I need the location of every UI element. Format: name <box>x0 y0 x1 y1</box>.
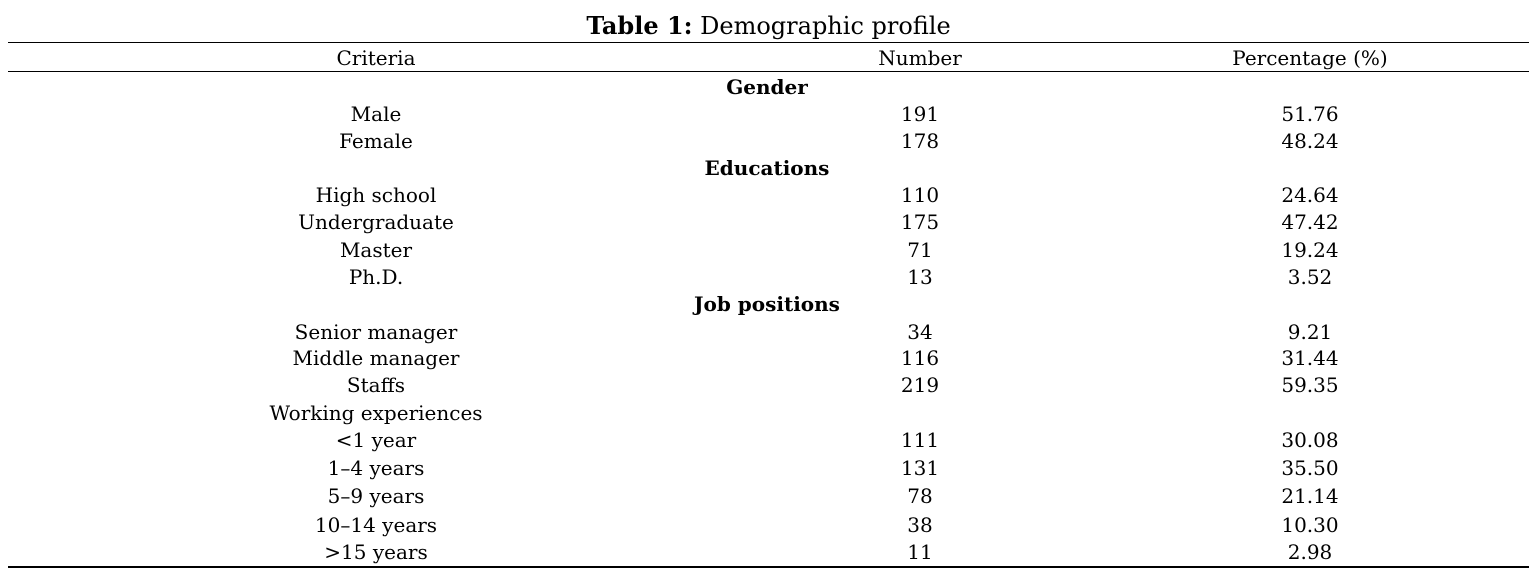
percentage-cell: 35.50 <box>1281 456 1339 480</box>
bottom-rule <box>8 566 1529 568</box>
table-caption <box>0 10 1537 42</box>
percentage-cell: 21.14 <box>1281 484 1339 508</box>
percentage-cell: 24.64 <box>1281 183 1339 207</box>
caption-label: Table 1: <box>586 11 693 40</box>
percentage-cell: 51.76 <box>1281 102 1339 126</box>
percentage-cell: 2.98 <box>1287 540 1333 564</box>
table-row <box>0 539 1537 565</box>
section-heading: Working experiences <box>269 401 483 425</box>
header-rule <box>8 71 1529 72</box>
caption-title: Demographic profile <box>692 12 951 40</box>
section-row-gender <box>0 74 1537 100</box>
number-cell: 34 <box>907 320 933 344</box>
section-row-job-positions <box>0 291 1537 317</box>
percentage-cell: 19.24 <box>1281 238 1339 262</box>
percentage-cell: 10.30 <box>1281 513 1339 537</box>
criteria-cell: High school <box>315 183 437 207</box>
table-row <box>0 455 1537 481</box>
header-number: Number <box>878 46 962 70</box>
number-cell: 191 <box>900 102 940 126</box>
number-cell: 78 <box>907 484 933 508</box>
table-row <box>0 319 1537 345</box>
criteria-cell: <1 year <box>335 428 417 452</box>
number-cell: 38 <box>907 513 933 537</box>
number-cell: 116 <box>900 346 940 370</box>
number-cell: 175 <box>900 210 940 234</box>
table-row <box>0 264 1537 290</box>
section-heading: Job positions <box>694 292 840 316</box>
section-heading: Gender <box>726 75 808 99</box>
number-cell: 178 <box>900 129 940 153</box>
table-row <box>0 128 1537 154</box>
criteria-cell: >15 years <box>324 540 428 564</box>
number-cell: 71 <box>907 238 933 262</box>
criteria-cell: 10–14 years <box>314 513 438 537</box>
criteria-cell: Female <box>339 129 413 153</box>
criteria-cell: Staffs <box>346 373 406 397</box>
criteria-cell: Undergraduate <box>298 210 454 234</box>
number-cell: 11 <box>907 540 933 564</box>
percentage-cell: 31.44 <box>1281 346 1339 370</box>
percentage-cell: 59.35 <box>1281 373 1339 397</box>
percentage-cell: 30.08 <box>1281 428 1339 452</box>
number-cell: 131 <box>900 456 940 480</box>
criteria-cell: Senior manager <box>294 320 458 344</box>
percentage-cell: 47.42 <box>1281 210 1339 234</box>
top-rule <box>8 42 1529 43</box>
table-row <box>0 209 1537 235</box>
table-row <box>0 101 1537 127</box>
section-heading: Educations <box>704 156 830 180</box>
header-criteria: Criteria <box>336 46 416 70</box>
criteria-cell: 1–4 years <box>327 456 425 480</box>
percentage-cell: 48.24 <box>1281 129 1339 153</box>
table-row <box>0 237 1537 263</box>
percentage-cell: 9.21 <box>1287 320 1333 344</box>
header-row <box>0 45 1537 71</box>
number-cell: 13 <box>907 265 933 289</box>
percentage-cell: 3.52 <box>1287 265 1333 289</box>
table-row <box>0 512 1537 538</box>
criteria-cell: Ph.D. <box>348 265 404 289</box>
table-row <box>0 345 1537 371</box>
table-row <box>0 372 1537 398</box>
section-row-working-experiences <box>0 400 1537 426</box>
header-percentage: Percentage (%) <box>1232 46 1388 70</box>
criteria-cell: Male <box>350 102 402 126</box>
number-cell: 219 <box>900 373 940 397</box>
table-row <box>0 427 1537 453</box>
number-cell: 111 <box>900 428 940 452</box>
number-cell: 110 <box>900 183 940 207</box>
criteria-cell: 5–9 years <box>327 484 425 508</box>
table-row <box>0 483 1537 509</box>
criteria-cell: Master <box>339 238 413 262</box>
section-row-educations <box>0 155 1537 181</box>
criteria-cell: Middle manager <box>292 346 460 370</box>
table-row <box>0 182 1537 208</box>
